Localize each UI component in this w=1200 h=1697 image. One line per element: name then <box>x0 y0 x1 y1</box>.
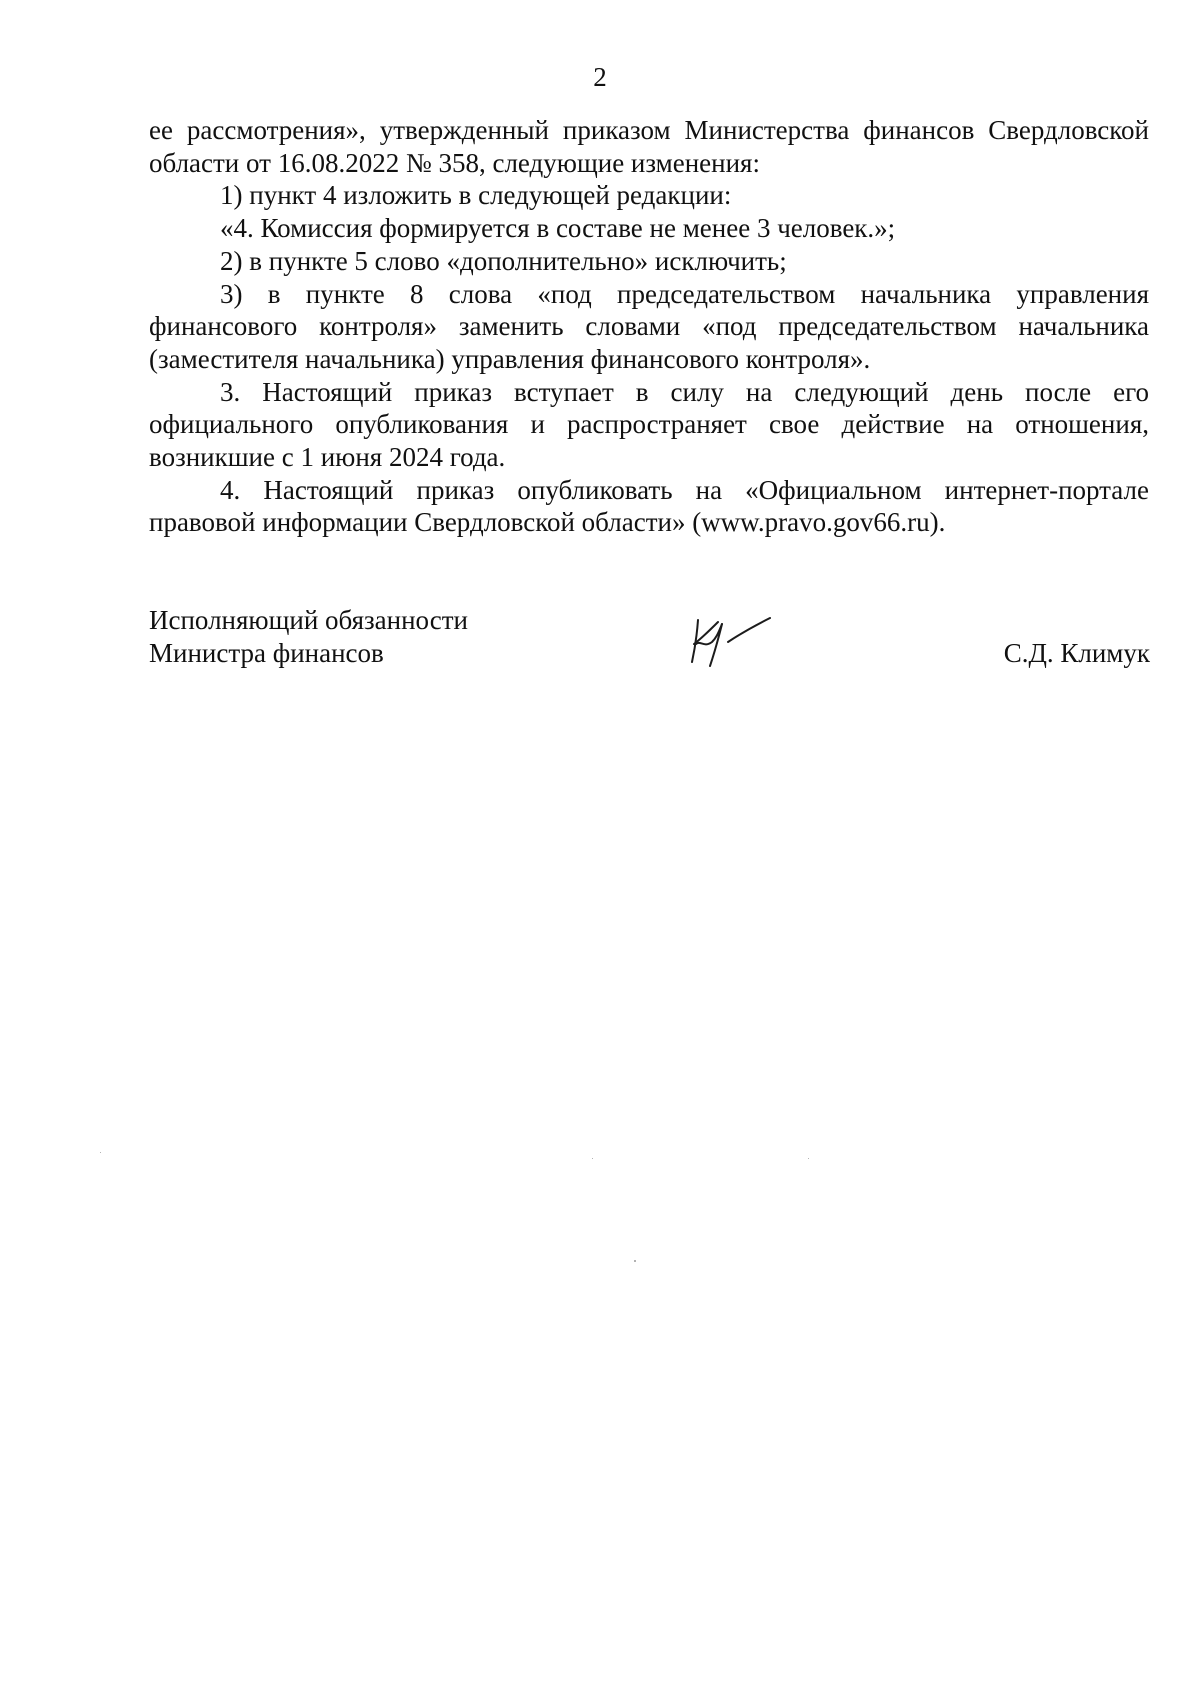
paragraph-continuation: ее рассмотрения», утвержденный приказом Министерства финансов Свердловской области от 16.08.2022 № 358, следующие изменения: <box>149 115 1149 178</box>
signatory-position-line2: Министра финансов <box>149 638 384 668</box>
paragraph-item-1: 1) пункт 4 изложить в следующей редакции: <box>220 180 732 211</box>
page-number: 2 <box>593 62 607 92</box>
paragraph-clause-4: 4. Настоящий приказ опубликовать на «Официальном интернет-портале правовой информации Свердловской области» (www.pravo.gov66.ru). <box>149 474 1149 538</box>
document-body <box>149 114 1149 539</box>
paragraph-quoted-point-4: «4. Комиссия формируется в составе не менее 3 человек.»; <box>220 213 896 244</box>
signatory-position-line1: Исполняющий обязанности <box>149 605 468 635</box>
handwritten-signature <box>688 614 776 670</box>
signatory-name: С.Д. Климук <box>1003 638 1150 668</box>
paragraph-clause-3: 3. Настоящий приказ вступает в силу на следующий день после его официального опубликования и распространяет свое действие на отношения, возникшие с 1 июня 2024 года. <box>149 376 1149 473</box>
scan-speck <box>100 1152 101 1153</box>
scan-speck <box>592 1158 593 1159</box>
paragraph-item-2: 2) в пункте 5 слово «дополнительно» исключить; <box>220 245 787 276</box>
paragraph-item-3: 3) в пункте 8 слова «под председательством начальника управления финансового контроля» заменить словами «под председательством начальника (заместителя начальника) управления финансового контроля». <box>149 278 1149 374</box>
scan-speck <box>808 1158 809 1159</box>
scan-speck <box>634 1260 636 1262</box>
signatory-position <box>149 604 468 670</box>
